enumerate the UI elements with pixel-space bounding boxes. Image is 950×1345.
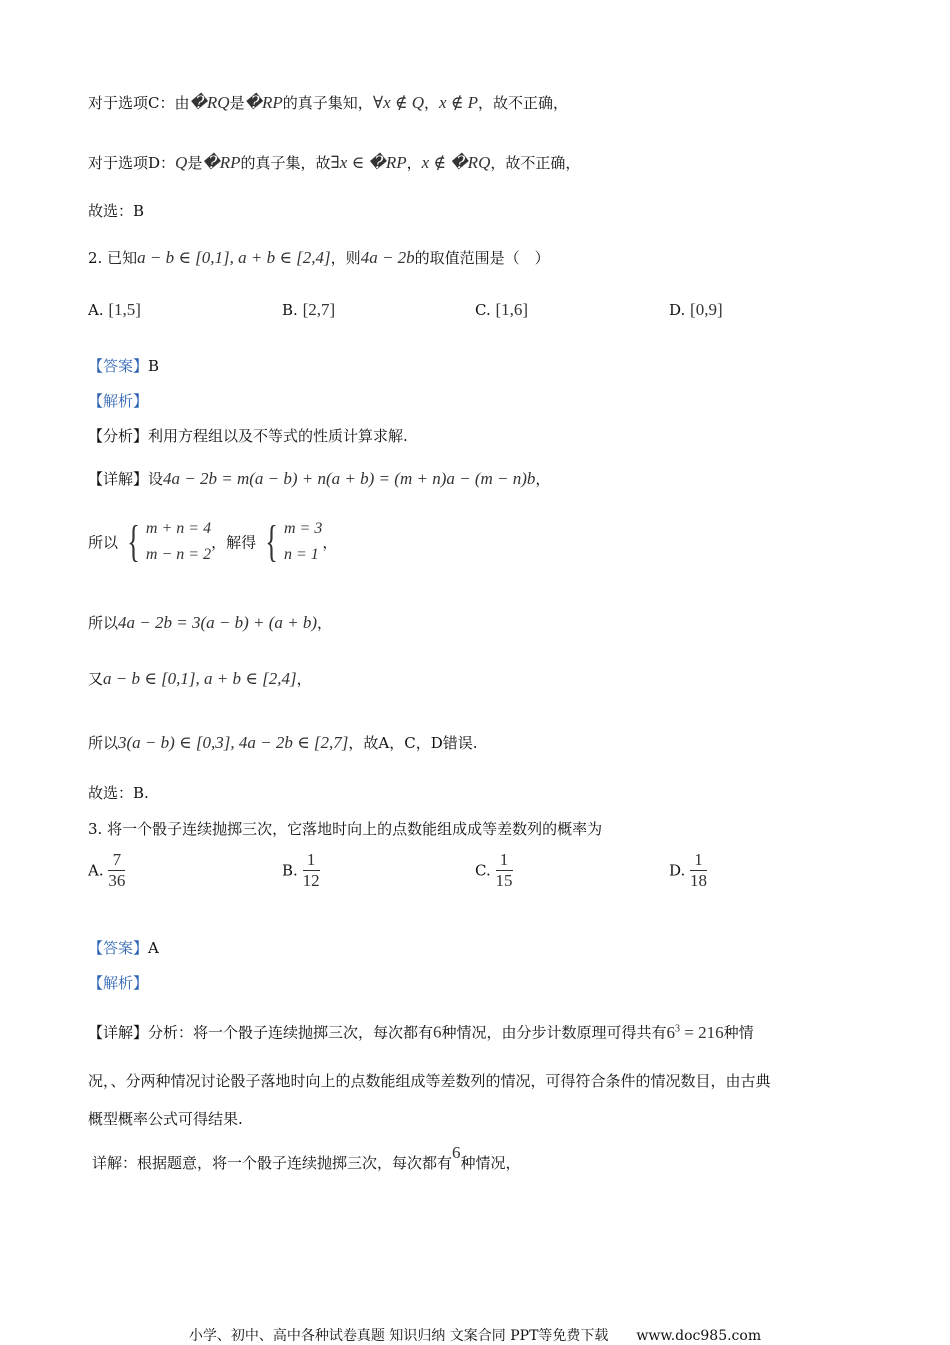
q3-option-a (88, 850, 125, 891)
text: 的取值范围是（ ） (414, 249, 550, 267)
text: 种情况， (460, 1154, 521, 1172)
option-label: C. (475, 301, 491, 319)
answer-tag: 【答案】 (88, 357, 149, 375)
q2-answer (88, 355, 159, 377)
q2-option-a (88, 300, 141, 320)
q2-analysis-tag (88, 390, 148, 412)
text: 是 (229, 94, 245, 112)
equation-system-2 (261, 516, 322, 568)
text: 对于选项C：由 (88, 94, 190, 112)
q3-option-c (475, 850, 513, 891)
math-notin: x ∉ �RQ (421, 153, 491, 172)
denominator: 18 (690, 871, 708, 890)
analysis-tag: 【解析】 (88, 974, 149, 992)
text: 2. 已知 (88, 249, 138, 267)
text: ， (406, 154, 422, 172)
option-label: A. (88, 301, 104, 319)
text: ， (296, 670, 312, 688)
option-value: [1,6] (495, 300, 529, 319)
answer-value: A (148, 939, 159, 957)
detail-tag: 【详解】 (88, 1023, 149, 1042)
math-condition: a − b ∈ [0,1], a + b ∈ [2,4] (103, 669, 297, 688)
q2-option-d (669, 300, 723, 320)
analysis-tag: 【解析】 (88, 392, 149, 410)
q2-line-3 (88, 668, 312, 690)
math-complement-p: �RP (202, 153, 241, 172)
denominator: 36 (108, 871, 126, 890)
system-row: n = 1 (284, 546, 319, 563)
math-power (667, 1023, 724, 1042)
q2-line-2 (88, 612, 332, 634)
numerator: 1 (303, 850, 320, 871)
q2-system-line (88, 516, 337, 568)
text: 对于选项D： (88, 154, 176, 172)
option-label: B. (282, 861, 298, 880)
text: 分析：将一个骰子连续抛掷三次，每次都有 (148, 1023, 434, 1042)
q3-detail-3: 概型概率公式可得结果. (88, 1110, 243, 1128)
power-exponent: 3 (675, 1023, 681, 1034)
option-value: [0,9] (690, 300, 723, 319)
text: ，则 (330, 249, 361, 267)
option-label: D. (669, 861, 686, 880)
math-equation: 4a − 2b = m(a − b) + n(a + b) = (m + n)a − (m − n)b (163, 469, 536, 488)
fenxi-tag: 【分析】 (88, 427, 149, 445)
numerator: 1 (690, 850, 707, 871)
option-label: D. (669, 301, 686, 319)
text: ， (322, 533, 338, 552)
q3-detail-4 (92, 1143, 521, 1174)
q3-detail-2: 况，、分两种情况讨论骰子落地时向上的点数能组成等差数列的情况，可得符合条件的情况数目，由古典 (88, 1072, 771, 1090)
system-row: m + n = 4 (145, 520, 212, 537)
q2-final: 故选：B. (88, 784, 149, 802)
text: 所以 (88, 533, 119, 552)
math-condition: a − b ∈ [0,1], a + b ∈ [2,4] (137, 248, 331, 267)
text: 又 (88, 670, 104, 688)
denominator: 12 (302, 871, 320, 890)
option-label: C. (475, 861, 491, 880)
text: 种情 (723, 1023, 754, 1042)
math-complement-q: �RQ (189, 93, 230, 112)
q3-option-d (669, 850, 707, 891)
math-exists: ∃x ∈ �RP (330, 153, 407, 172)
line-option-c (88, 92, 568, 114)
math-equation: 4a − 2b = 3(a − b) + (a + b) (118, 613, 318, 632)
option-label: A. (88, 861, 104, 880)
text: ， (535, 470, 551, 488)
detail-tag: 【详解】 (88, 470, 149, 488)
math-complement-p: �RP (244, 93, 283, 112)
fraction (303, 850, 320, 891)
equation-system-1 (123, 516, 211, 568)
text: 种情况，由分步计数原理可得共有 (441, 1023, 667, 1042)
q2-detail (88, 468, 550, 490)
q2-fenxi (88, 425, 408, 447)
text: 是 (187, 154, 203, 172)
math-notin: x ∉ P (439, 93, 479, 112)
math-q: Q (175, 153, 188, 172)
fraction (496, 850, 513, 891)
text: ， (423, 94, 439, 112)
brace-icon: { (265, 517, 278, 566)
brace-icon: { (127, 517, 140, 566)
text: ， (317, 614, 333, 632)
q3-answer (88, 937, 159, 959)
math-number: 6 (433, 1022, 442, 1042)
fenxi-text: 利用方程组以及不等式的性质计算求解. (148, 427, 408, 445)
answer-tag: 【答案】 (88, 939, 149, 957)
option-value: [1,5] (108, 300, 141, 319)
q3-option-b (282, 850, 320, 891)
text: ，解得 (211, 533, 257, 552)
numerator: 7 (108, 850, 125, 871)
text: ，故不正确， (478, 94, 569, 112)
math-expression: 4a − 2b (360, 248, 415, 267)
option-value: [2,7] (302, 300, 336, 319)
math-range: 3(a − b) ∈ [0,3], 4a − 2b ∈ [2,7] (118, 733, 349, 752)
line-option-d (88, 152, 580, 174)
footer-text: 小学、初中、高中各种试卷真题 知识归纳 文案合同 PPT等免费下载 www.doc985.com (188, 1328, 762, 1344)
fraction (108, 850, 125, 891)
math-forall: ∀x ∉ Q (372, 93, 424, 112)
text: 所以 (88, 734, 119, 752)
option-label: B. (282, 301, 298, 319)
text: 的真子集知， (282, 94, 373, 112)
system-row: m − n = 2 (145, 546, 212, 563)
numerator: 1 (496, 850, 513, 871)
text: ，故不正确， (490, 154, 581, 172)
answer-line: 故选：B (88, 202, 145, 220)
math-number: 6 (452, 1143, 461, 1162)
q2-line-4 (88, 732, 478, 754)
q2-option-b (282, 300, 335, 320)
text: 详解：根据题意，将一个骰子连续抛掷三次，每次都有 (92, 1154, 453, 1172)
q3-analysis-tag (88, 972, 148, 994)
power-base: 6 (666, 1022, 676, 1042)
q3-detail-1 (88, 1018, 754, 1044)
q2-option-c (475, 300, 528, 320)
answer-value: B (148, 357, 160, 375)
text: 的真子集，故 (240, 154, 331, 172)
denominator: 15 (495, 871, 513, 890)
fraction (690, 850, 707, 891)
question-3-stem: 3. 将一个骰子连续抛掷三次，它落地时向上的点数能组成成等差数列的概率为 (88, 820, 603, 838)
power-result: = 216 (680, 1022, 724, 1042)
text: 设 (148, 470, 164, 488)
text: 所以 (88, 614, 119, 632)
text: ，故A，C，D错误. (348, 734, 478, 752)
question-2-stem (88, 247, 550, 269)
system-row: m = 3 (284, 520, 323, 537)
